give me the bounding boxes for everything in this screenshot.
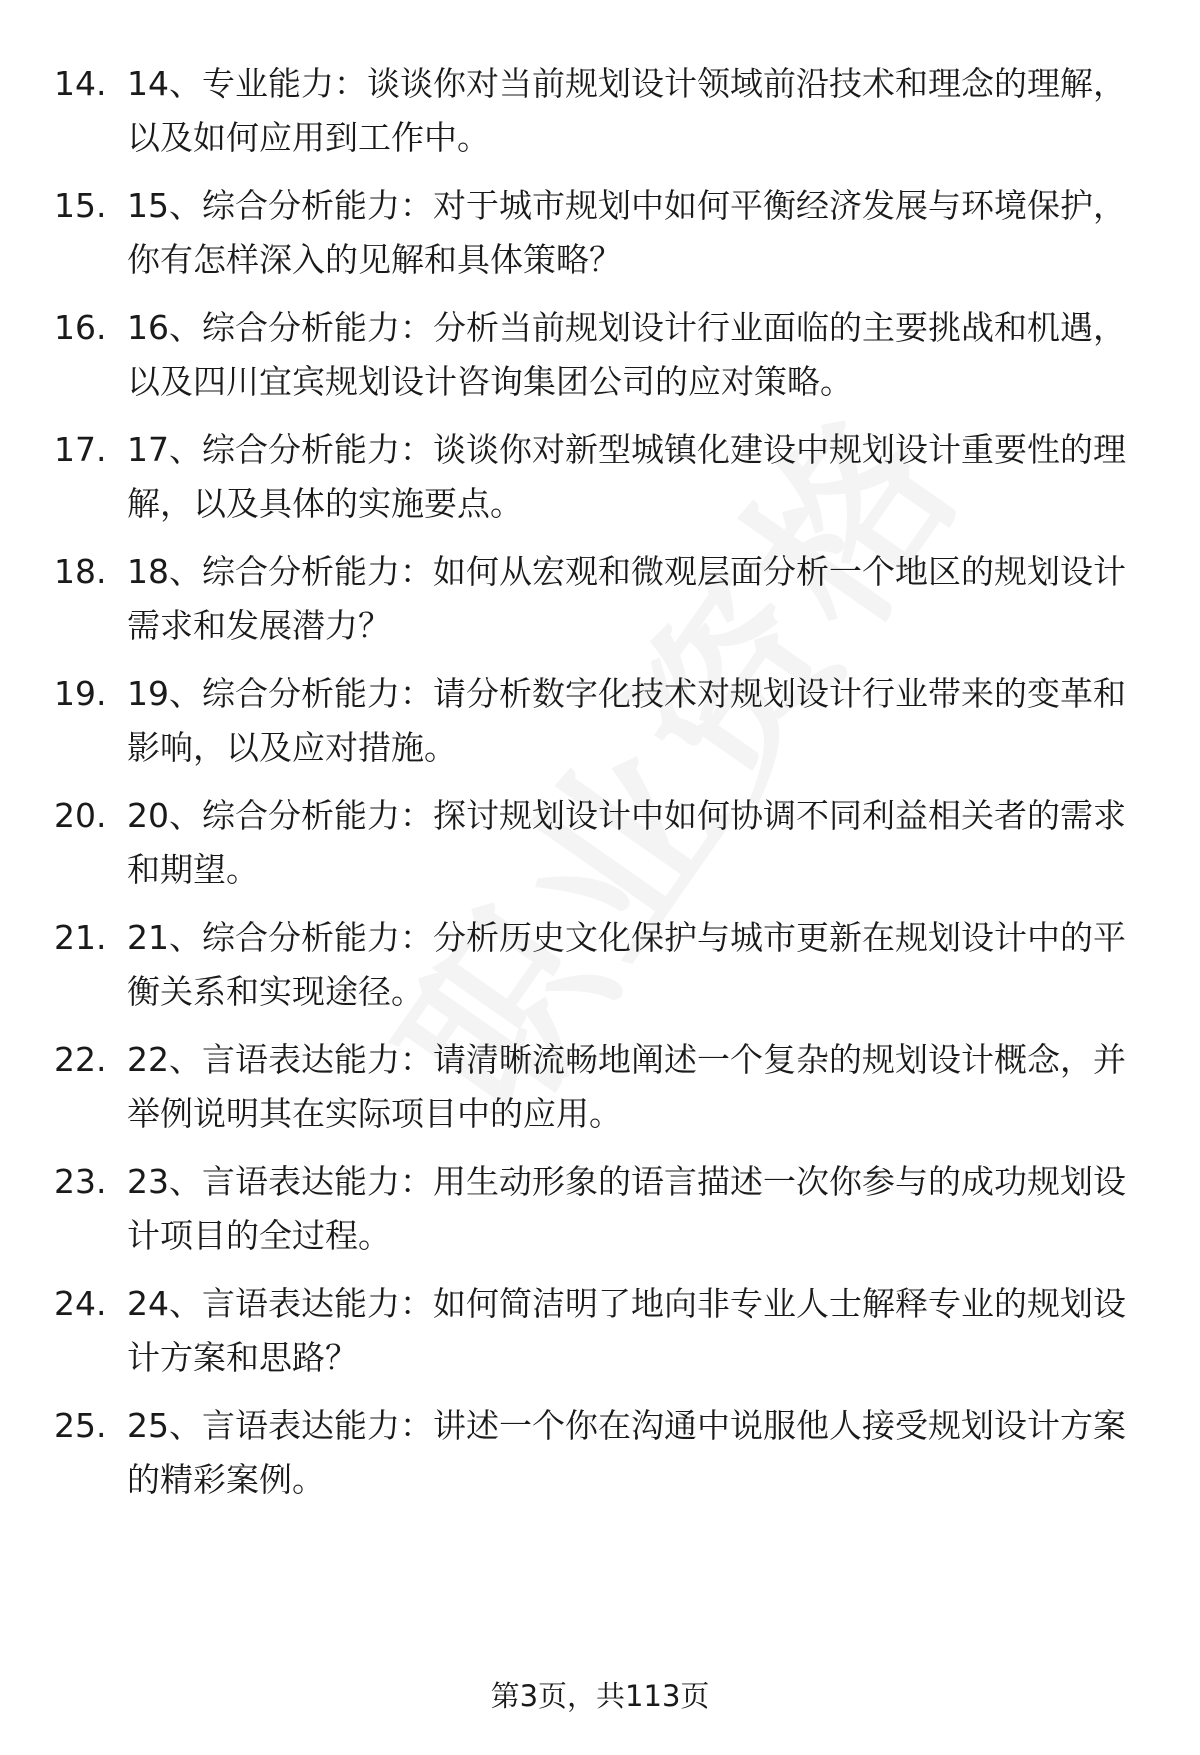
question-text: 18、综合分析能力：如何从宏观和微观层面分析一个地区的规划设计需求和发展潜力？ <box>127 552 1126 645</box>
question-number: 14. <box>54 64 107 103</box>
question-number: 18. <box>54 552 107 591</box>
question-text: 17、综合分析能力：谈谈你对新型城镇化建设中规划设计重要性的理解，以及具体的实施要点。 <box>127 430 1126 523</box>
question-item <box>0 545 1200 667</box>
question-item <box>0 911 1200 1033</box>
question-text: 14、专业能力：谈谈你对当前规划设计领域前沿技术和理念的理解，以及如何应用到工作中。 <box>127 64 1126 157</box>
question-number: 15. <box>54 186 107 225</box>
question-number: 16. <box>54 308 107 347</box>
question-item <box>0 301 1200 423</box>
question-text: 20、综合分析能力：探讨规划设计中如何协调不同利益相关者的需求和期望。 <box>127 796 1126 889</box>
question-number: 19. <box>54 674 107 713</box>
question-number: 25. <box>54 1406 107 1445</box>
question-item <box>0 423 1200 545</box>
question-item <box>0 1155 1200 1277</box>
question-number: 24. <box>54 1284 107 1323</box>
question-item <box>0 179 1200 301</box>
page-footer: 第3页，共113页 <box>490 1679 710 1713</box>
question-text: 16、综合分析能力：分析当前规划设计行业面临的主要挑战和机遇，以及四川宜宾规划设计咨询集团公司的应对策略。 <box>127 308 1126 401</box>
question-number: 20. <box>54 796 107 835</box>
question-item <box>0 1277 1200 1399</box>
question-item <box>0 1033 1200 1155</box>
question-text: 23、言语表达能力：用生动形象的语言描述一次你参与的成功规划设计项目的全过程。 <box>127 1162 1126 1255</box>
question-number: 23. <box>54 1162 107 1201</box>
question-number: 17. <box>54 430 107 469</box>
question-text: 19、综合分析能力：请分析数字化技术对规划设计行业带来的变革和影响，以及应对措施。 <box>127 674 1126 767</box>
question-list <box>0 57 1200 1521</box>
question-item <box>0 667 1200 789</box>
question-text: 15、综合分析能力：对于城市规划中如何平衡经济发展与环境保护，你有怎样深入的见解和具体策略？ <box>127 186 1126 279</box>
question-text: 22、言语表达能力：请清晰流畅地阐述一个复杂的规划设计概念，并举例说明其在实际项目中的应用。 <box>127 1040 1126 1133</box>
question-number: 21. <box>54 918 107 957</box>
question-text: 24、言语表达能力：如何简洁明了地向非专业人士解释专业的规划设计方案和思路？ <box>127 1284 1126 1377</box>
question-item <box>0 789 1200 911</box>
question-text: 25、言语表达能力：讲述一个你在沟通中说服他人接受规划设计方案的精彩案例。 <box>127 1406 1126 1499</box>
question-item <box>0 1399 1200 1521</box>
question-number: 22. <box>54 1040 107 1079</box>
question-item <box>0 57 1200 179</box>
question-text: 21、综合分析能力：分析历史文化保护与城市更新在规划设计中的平衡关系和实现途径。 <box>127 918 1126 1011</box>
